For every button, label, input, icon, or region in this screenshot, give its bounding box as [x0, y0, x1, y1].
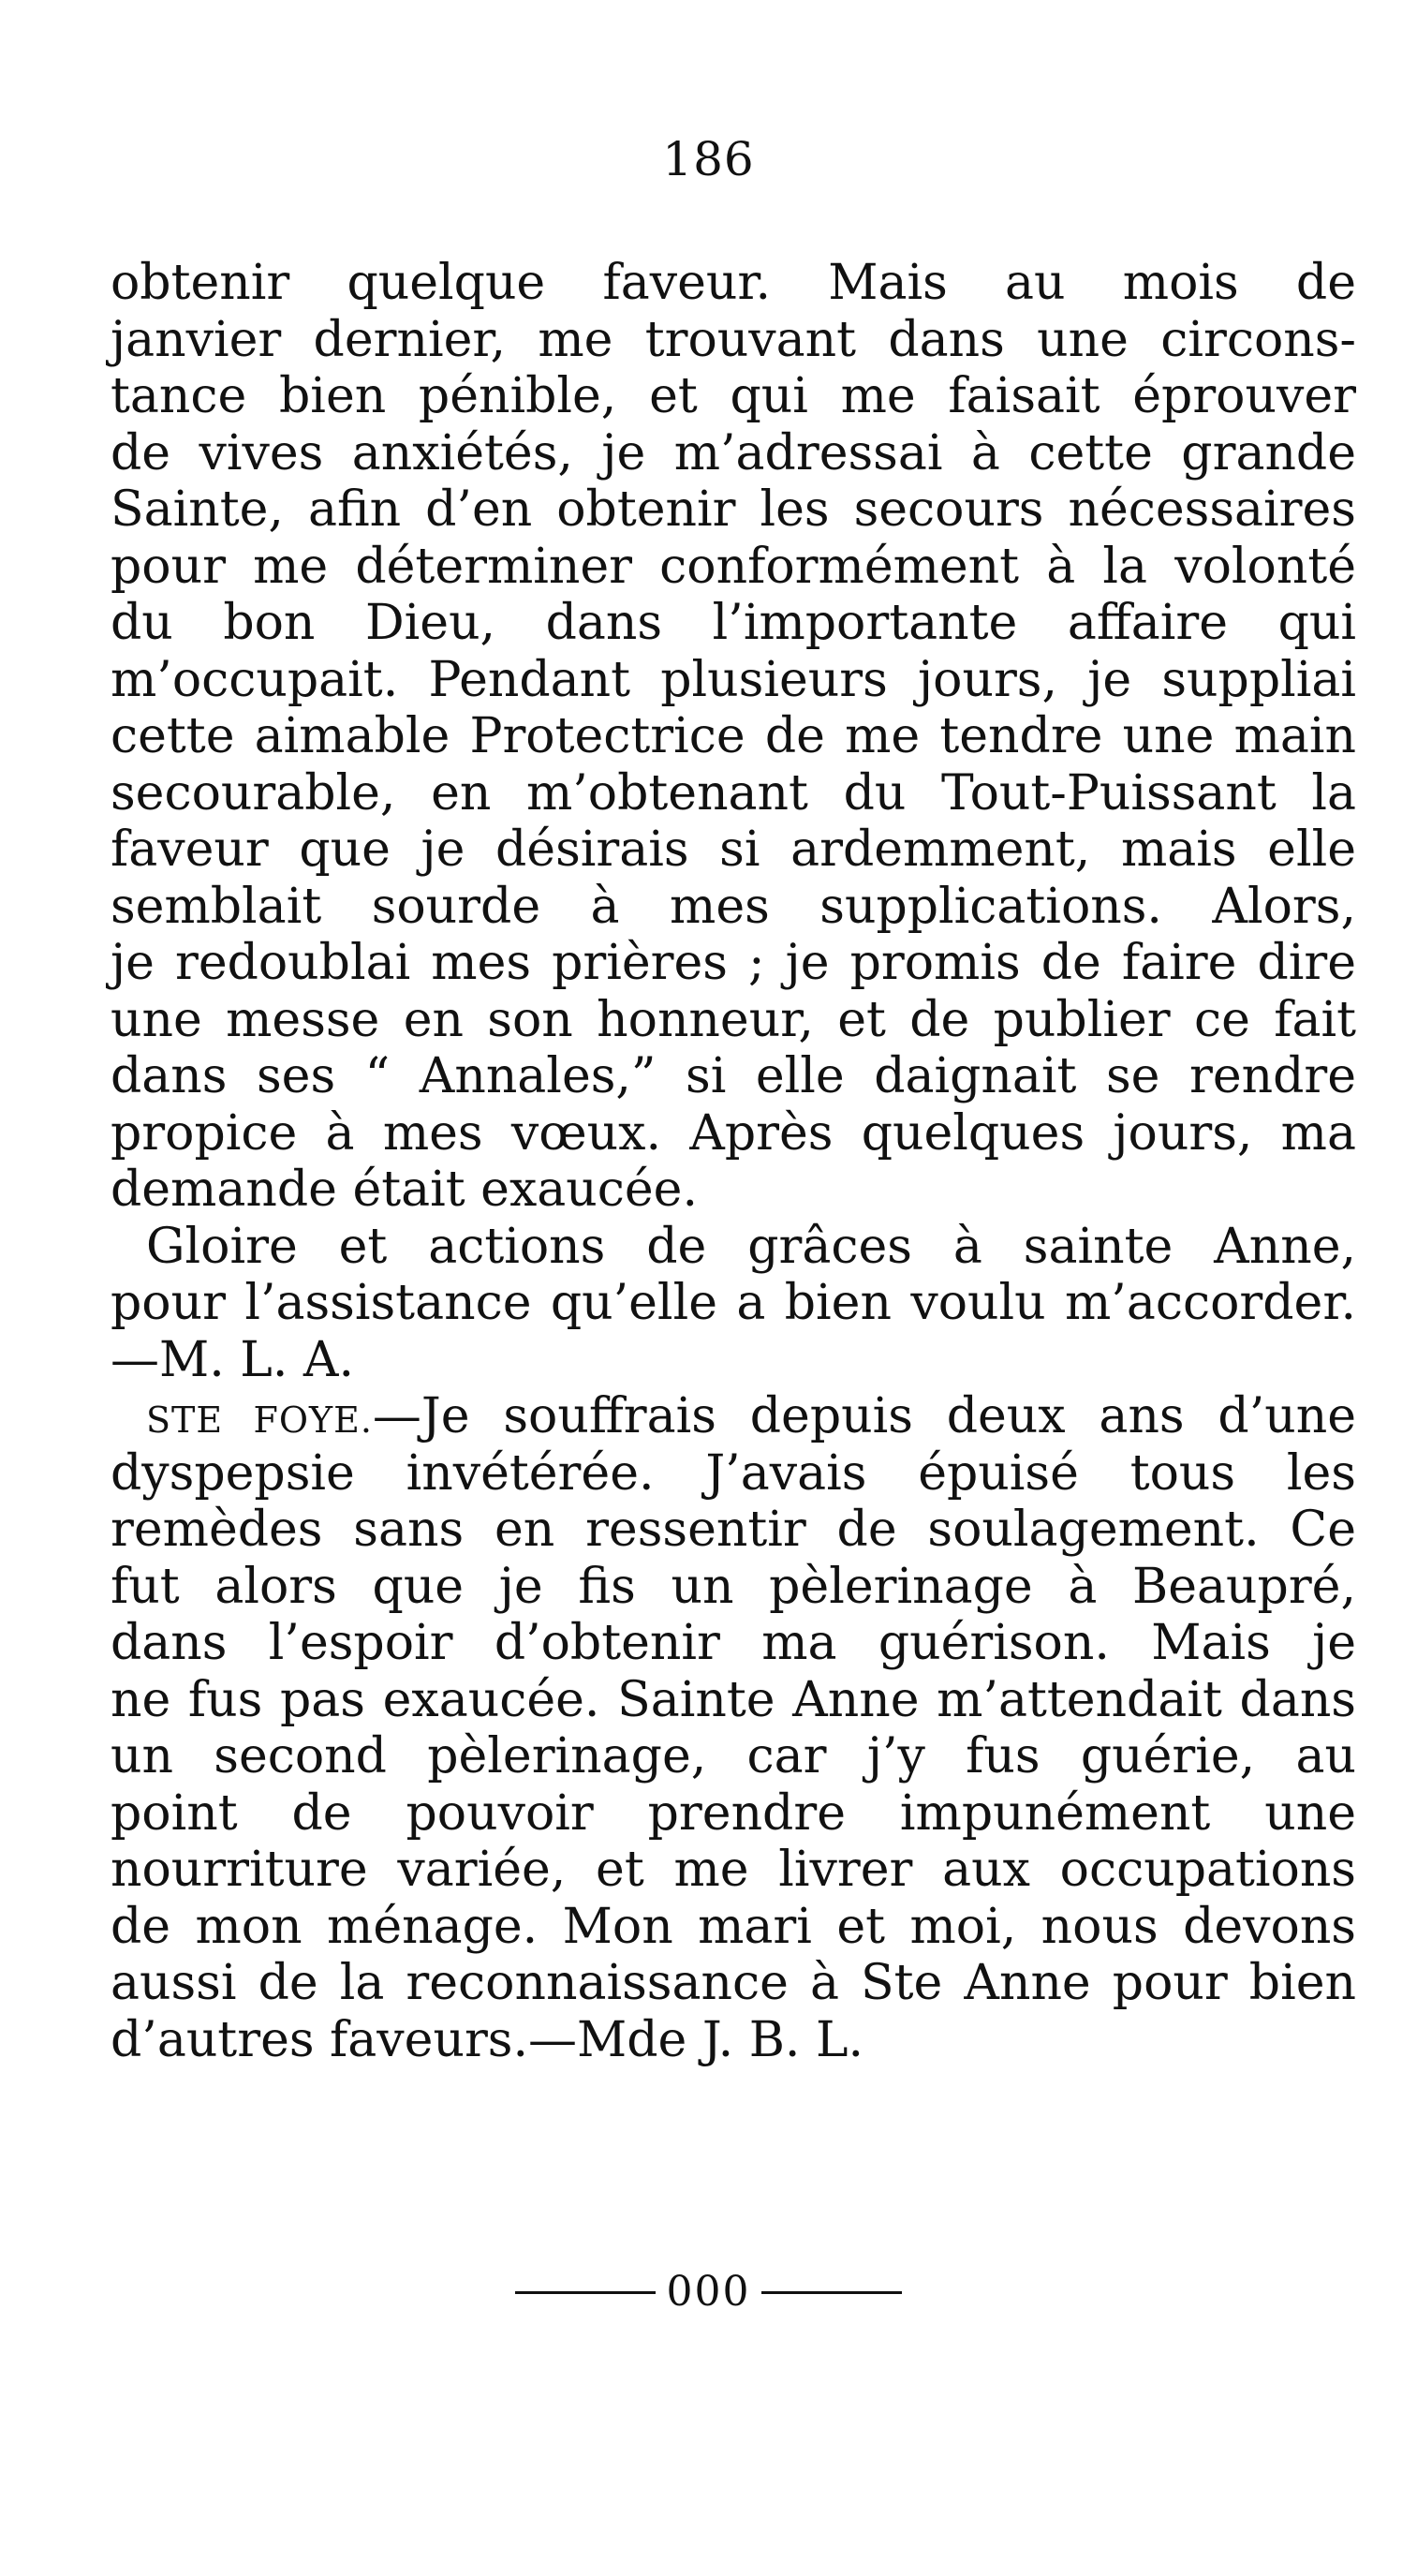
text-line: obtenir quelque faveur. Mais au mois de: [111, 255, 1356, 311]
paragraph-gloire: [111, 1219, 1356, 1389]
text-line: secourable, en m’obtenant du Tout-Puissant la: [111, 764, 1356, 822]
text-line: de mon ménage. Mon mari et moi, nous devons: [111, 1898, 1356, 1955]
text-line: dans ses “ Annales,” si elle daignait se rendre: [111, 1048, 1356, 1104]
text-line: faveur que je désirais si ardemment, mais elle: [111, 822, 1356, 878]
text-line: nourriture variée, et me livrer aux occupations: [111, 1842, 1356, 1898]
paragraph-ste-foye: [111, 1388, 1356, 2068]
separator-mark: 000: [666, 2268, 751, 2316]
text-line: pour l’assistance qu’elle a bien voulu m’accorder.: [111, 1275, 1356, 1331]
text-line: fut alors que je fis un pèlerinage à Beaupré,: [111, 1558, 1356, 1615]
text-line: dyspepsie invétérée. J’avais épuisé tous les: [111, 1444, 1356, 1502]
text-line: janvier dernier, me trouvant dans une circons-: [111, 311, 1356, 368]
text-line: aussi de la reconnaissance à Ste Anne pour bien: [111, 1955, 1356, 2011]
paragraph-continuation: [111, 255, 1356, 1219]
text-line: de vives anxiétés, je m’adressai à cette grande: [111, 424, 1356, 481]
text-line: Sainte, afin d’en obtenir les secours nécessaires: [111, 481, 1356, 538]
text-line: tance bien pénible, et qui me faisait éprouver: [111, 368, 1356, 424]
text-line: dans l’espoir d’obtenir ma guérison. Mais je: [111, 1615, 1356, 1671]
signature-line: —M. L. A.: [111, 1331, 354, 1388]
text-line: m’occupait. Pendant plusieurs jours, je suppliai: [111, 651, 1356, 708]
text-line: je redoublai mes prières ; je promis de faire dire: [111, 935, 1356, 991]
text-line: d’autres faveurs.—Mde J. B. L.: [111, 2011, 864, 2068]
text-line: propice à mes vœux. Après quelques jours, ma: [111, 1104, 1356, 1162]
text-line: un second pèlerinage, car j’y fus guérie, au: [111, 1728, 1356, 1784]
text-line: semblait sourde à mes supplications. Alors,: [111, 878, 1356, 935]
separator-rule-left: [515, 2291, 656, 2294]
separator-rule-right: [761, 2291, 902, 2294]
text-line: [111, 1388, 1356, 1445]
place-heading: STE FOYE.: [146, 1399, 373, 1441]
text-line: pour me déterminer conformément à la volonté: [111, 538, 1356, 595]
text-line: Gloire et actions de grâces à sainte Anne,: [146, 1218, 1356, 1275]
text-fragment: —Je souffrais depuis deux ans d’une: [372, 1388, 1357, 1444]
section-separator: [0, 2269, 1417, 2316]
text-line: cette aimable Protectrice de me tendre une main: [111, 708, 1356, 764]
page-number: 186: [662, 132, 755, 186]
text-line: point de pouvoir prendre impunément une: [111, 1784, 1356, 1842]
text-line: remèdes sans en ressentir de soulagement. Ce: [111, 1502, 1356, 1558]
text-line: une messe en son honneur, et de publier ce fait: [111, 991, 1356, 1048]
text-line: du bon Dieu, dans l’importante affaire qui: [111, 595, 1356, 651]
text-line: demande était exaucée.: [111, 1162, 698, 1218]
text-line: ne fus pas exaucée. Sainte Anne m’attendait dans: [111, 1671, 1356, 1728]
